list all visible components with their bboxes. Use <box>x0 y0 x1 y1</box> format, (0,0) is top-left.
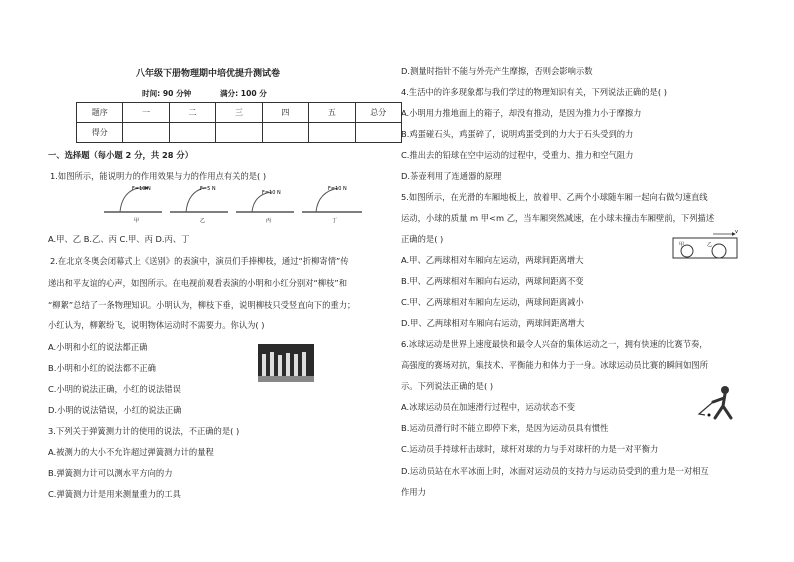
table-cell: 总分 <box>355 103 401 123</box>
answer-option: A.冰球运动员在加速滑行过程中，运动状态不变 <box>401 402 576 412</box>
table-cell: 三 <box>216 103 262 123</box>
performance-photo <box>258 344 314 382</box>
fig1-panel-label: 丁 <box>332 218 338 224</box>
question-line: 正确的是( ) <box>401 234 444 244</box>
answer-option: D.小明的说法错误，小红的说法正确 <box>48 405 182 415</box>
answer-option: D.甲、乙两球相对车厢向右运动，两球间距离增大 <box>401 318 585 328</box>
table-cell <box>169 123 215 143</box>
question-options: A.甲、乙 B.乙、丙 C.甲、丙 D.丙、丁 <box>48 234 190 244</box>
fig1-force-label: F=5 N <box>200 186 216 192</box>
answer-option: C.推出去的铅球在空中运动的过程中，受重力、推力和空气阻力 <box>401 150 634 160</box>
table-cell <box>309 123 355 143</box>
exam-full-score: 满分: 100 分 <box>219 89 267 98</box>
answer-option: B.小明和小红的说法都不正确 <box>48 363 156 373</box>
fig1-panel-label: 乙 <box>200 218 206 224</box>
page-title: 八年级下册物理期中培优提升测试卷 <box>136 69 281 79</box>
table-cell <box>262 123 308 143</box>
fig1-panel-label: 丙 <box>266 218 272 224</box>
question-line: 递出和平友谊的心声，如图所示。在电视前观看表演的小明和小红分别对“柳枝”和 <box>48 278 347 288</box>
question-line: 示。下列说法正确的是( ) <box>401 381 494 391</box>
table-cell: 五 <box>309 103 355 123</box>
table-cell: 二 <box>169 103 215 123</box>
table-cell <box>216 123 262 143</box>
question-line: 运动，小球的质量 m 甲<m 乙，当车厢突然减速，在小球未撞击车厢壁前，下列描述 <box>401 213 715 223</box>
score-table-row <box>77 123 402 143</box>
fig5-velocity-label: v <box>735 229 738 235</box>
question-line: “柳絮”总结了一条物理知识。小明认为，柳枝下垂，说明柳枝只受竖直向下的重力； <box>48 300 356 310</box>
table-cell <box>355 123 401 143</box>
score-table-header <box>77 103 402 123</box>
fig1-force-label: F=10 N <box>262 190 281 196</box>
question-line: 1.如图所示，能说明力的作用效果与力的作用点有关的是( ) <box>50 171 267 181</box>
performance-photo-illustration <box>258 344 314 382</box>
figure-1-force-diagram <box>104 182 364 224</box>
exam-time: 时间: 90 分钟 <box>142 89 192 98</box>
score-table <box>76 102 402 143</box>
answer-option: C.弹簧测力计是用来测量重力的工具 <box>48 489 181 499</box>
answer-option: A.甲、乙两球相对车厢向左运动，两球间距离增大 <box>401 255 584 265</box>
section-heading: 一、选择题（每小题 2 分，共 28 分） <box>48 150 194 160</box>
table-cell: 一 <box>123 103 169 123</box>
answer-option: B.运动员滑行时不能立即停下来，是因为运动员具有惯性 <box>401 423 609 433</box>
question-line: 高强度的赛场对抗，集技术、平衡能力和体力于一身。冰球运动员比赛的瞬间如图所 <box>401 360 708 370</box>
question-line: 小红认为，柳絮纷飞，说明物体运动时不需要力。你认为( ) <box>48 320 265 330</box>
fig1-force-label: F=10 N <box>328 186 347 192</box>
answer-option: B.鸡蛋碰石头，鸡蛋碎了，说明鸡蛋受到的力大于石头受到的力 <box>401 129 634 139</box>
answer-option: B.甲、乙两球相对车厢向右运动，两球间距离不变 <box>401 276 584 286</box>
question-line: 6.冰球运动是世界上速度最快和最令人兴奋的集体运动之一，拥有快速的比赛节奏， <box>401 339 708 349</box>
figure-5-cart-diagram <box>669 228 741 262</box>
answer-option: D.茶壶利用了连通器的原理 <box>401 171 502 181</box>
fig1-panel <box>170 188 228 212</box>
table-cell <box>123 123 169 143</box>
fig1-panel-label: 甲 <box>134 218 140 224</box>
fig5-ball-label: 乙 <box>707 242 713 248</box>
answer-option: 作用力 <box>401 487 426 497</box>
answer-option: A.小明和小红的说法都正确 <box>48 342 148 352</box>
answer-option: D.测量时指针不能与外壳产生摩擦，否则会影响示数 <box>401 66 593 76</box>
answer-option: C.运动员手持球杆击球时，球杆对球的力与手对球杆的力是一对平衡力 <box>401 444 659 454</box>
fig1-force-label: F=10 N <box>132 186 151 192</box>
table-cell: 题序 <box>77 103 123 123</box>
answer-option: A.小明用力推地面上的箱子，却没有推动，是因为推力小于摩擦力 <box>401 108 642 118</box>
table-cell: 四 <box>262 103 308 123</box>
exam-meta <box>142 88 293 99</box>
answer-option: C.甲、乙两球相对车厢向左运动，两球间距离减小 <box>401 297 584 307</box>
question-line: 3.下列关于弹簧测力计的使用的说法，不正确的是( ) <box>48 426 240 436</box>
question-line: 4.生活中的许多现象都与我们学过的物理知识有关，下列说法正确的是( ) <box>401 87 667 97</box>
hockey-player-illustration <box>695 384 745 424</box>
question-line: 5.如图所示，在光滑的车厢地板上，放着甲、乙两个小球随车厢一起向右做匀速直线 <box>401 192 708 202</box>
answer-option: D.运动员站在水平冰面上时，冰面对运动员的支持力与运动员受到的重力是一对相互 <box>401 466 709 476</box>
answer-option: A.被测力的大小不允许超过弹簧测力计的量程 <box>48 447 214 457</box>
answer-option: C.小明的说法正确，小红的说法错误 <box>48 384 181 394</box>
table-cell: 得分 <box>77 123 123 143</box>
answer-option: B.弹簧测力计可以测水平方向的力 <box>48 468 173 478</box>
fig5-ball-label: 甲 <box>679 242 685 248</box>
question-line: 2.在北京冬奥会闭幕式上《送别》的表演中，演员们手捧柳枝，通过“折柳寄情”传 <box>50 256 349 266</box>
